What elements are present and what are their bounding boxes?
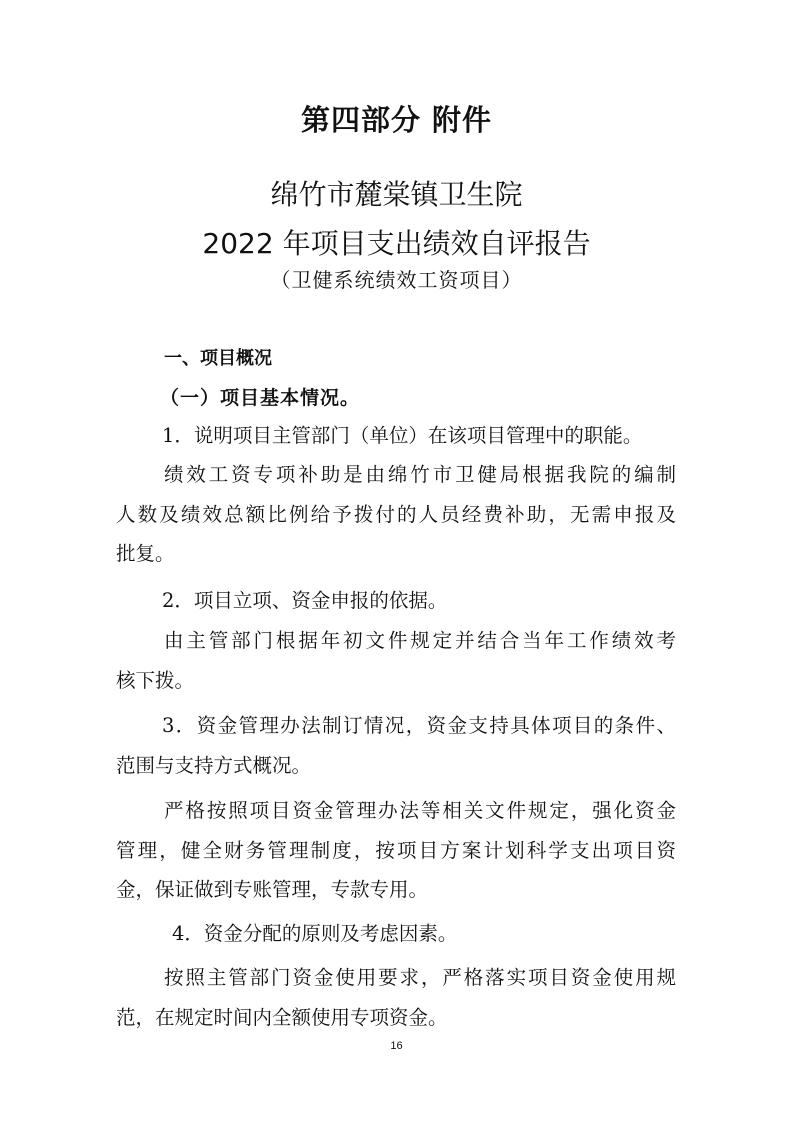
item2-title: 2．项目立项、资金申报的依据。 — [162, 589, 448, 612]
part-title: 第四部分 附件 — [300, 103, 493, 137]
report-title-line1: 绵竹市麓棠镇卫生院 — [270, 178, 523, 211]
item4-body-line1: 按照主管部门资金使用要求，严格落实项目资金使用规 — [164, 966, 676, 989]
report-subtitle: （卫健系统绩效工资项目） — [270, 268, 523, 292]
report-title-line2: 2022 年项目支出绩效自评报告 — [202, 227, 591, 260]
item1-title: 1．说明项目主管部门（单位）在该项目管理中的职能。 — [162, 424, 643, 447]
item1-body-line2: 人数及绩效总额比例给予拨付的人员经费补助，无需申报及 — [116, 503, 676, 526]
item1-body-line3: 批复。 — [116, 542, 175, 565]
item3-body-line1: 严格按照项目资金管理办法等相关文件规定，强化资金 — [164, 799, 676, 822]
item2-body-line2: 核下拨。 — [116, 669, 195, 692]
item3-body-line3: 金，保证做到专账管理，专款专用。 — [116, 878, 429, 901]
item1-body-line1: 绩效工资专项补助是由绵竹市卫健局根据我院的编制 — [164, 463, 676, 486]
section1-heading: 一、项目概况 — [164, 348, 272, 369]
item4-body-line2: 范，在规定时间内全额使用专项资金。 — [116, 1006, 448, 1029]
item3-body-line2: 管理，健全财务管理制度，按项目方案计划科学支出项目资 — [116, 839, 676, 862]
item4-title: 4．资金分配的原则及考虑因素。 — [172, 922, 458, 945]
page-number: 16 — [390, 1040, 403, 1052]
item3-title-line1: 3．资金管理办法制订情况，资金支持具体项目的条件、 — [162, 714, 676, 737]
item2-body-line1: 由主管部门根据年初文件规定并结合当年工作绩效考 — [164, 629, 676, 652]
item3-title-line2: 范围与支持方式概况。 — [116, 754, 312, 777]
section1-1-heading: （一）项目基本情况。 — [160, 387, 361, 409]
